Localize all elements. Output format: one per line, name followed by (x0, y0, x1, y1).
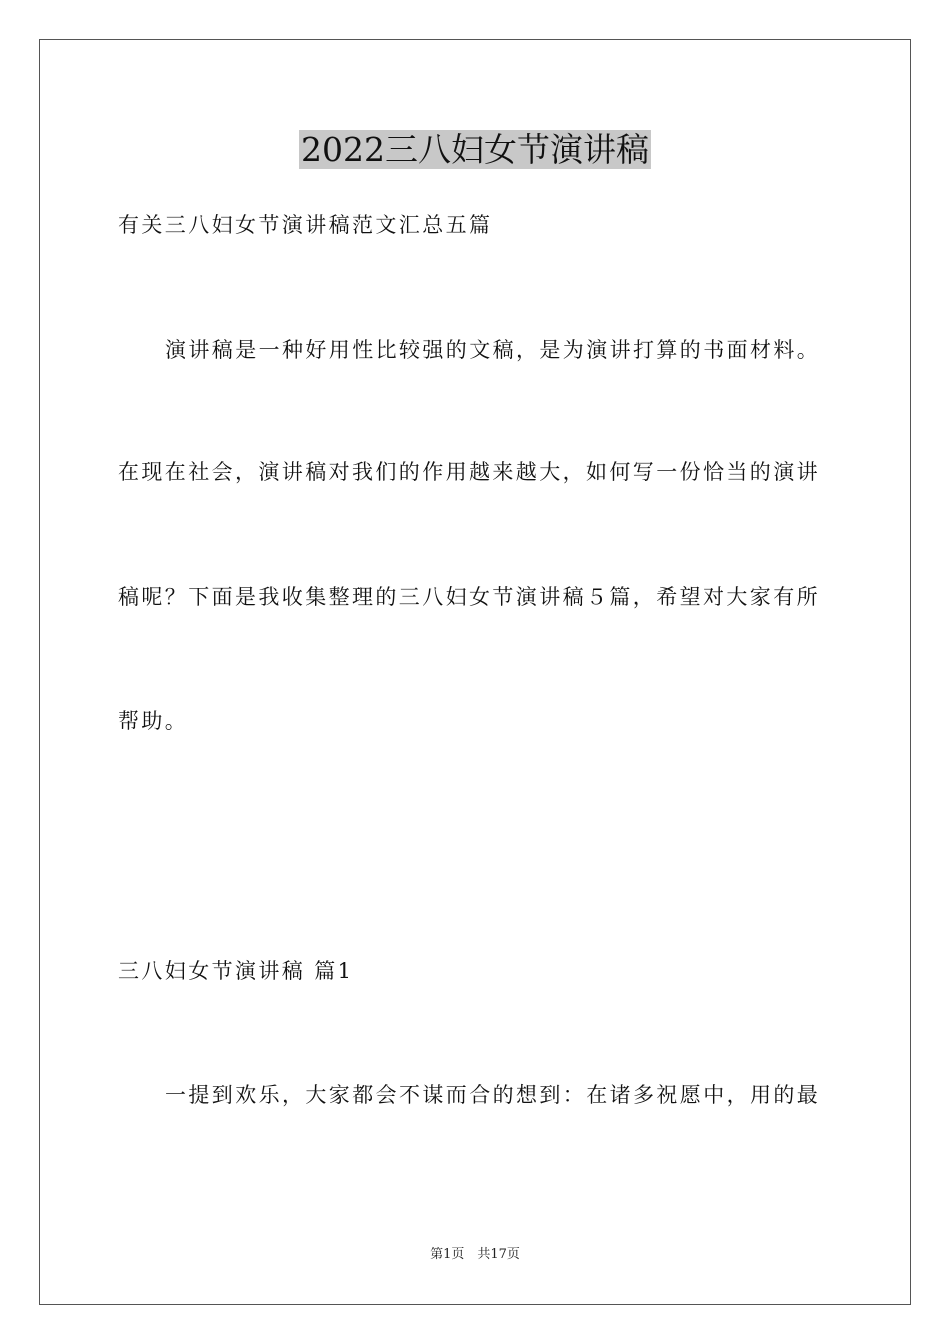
body-line-1: 演讲稿是一种好用性比较强的文稿，是为演讲打算的书面材料。 (165, 338, 821, 362)
document-title (0, 128, 950, 172)
section-heading: 三八妇女节演讲稿 篇1 (118, 959, 354, 983)
body-line-2: 在现在社会，演讲稿对我们的作用越来越大，如何写一份恰当的演讲 (118, 460, 820, 484)
page-footer: 第1页 共17页 (430, 1247, 520, 1262)
body-line-4: 帮助。 (118, 709, 189, 733)
document-title-text: 2022三八妇女节演讲稿 (301, 130, 649, 169)
section-body-line-1: 一提到欢乐，大家都会不谋而合的想到：在诸多祝愿中，用的最 (165, 1083, 821, 1107)
body-line-3: 稿呢？下面是我收集整理的三八妇女节演讲稿５篇，希望对大家有所 (118, 585, 820, 609)
document-subtitle: 有关三八妇女节演讲稿范文汇总五篇 (118, 213, 493, 237)
